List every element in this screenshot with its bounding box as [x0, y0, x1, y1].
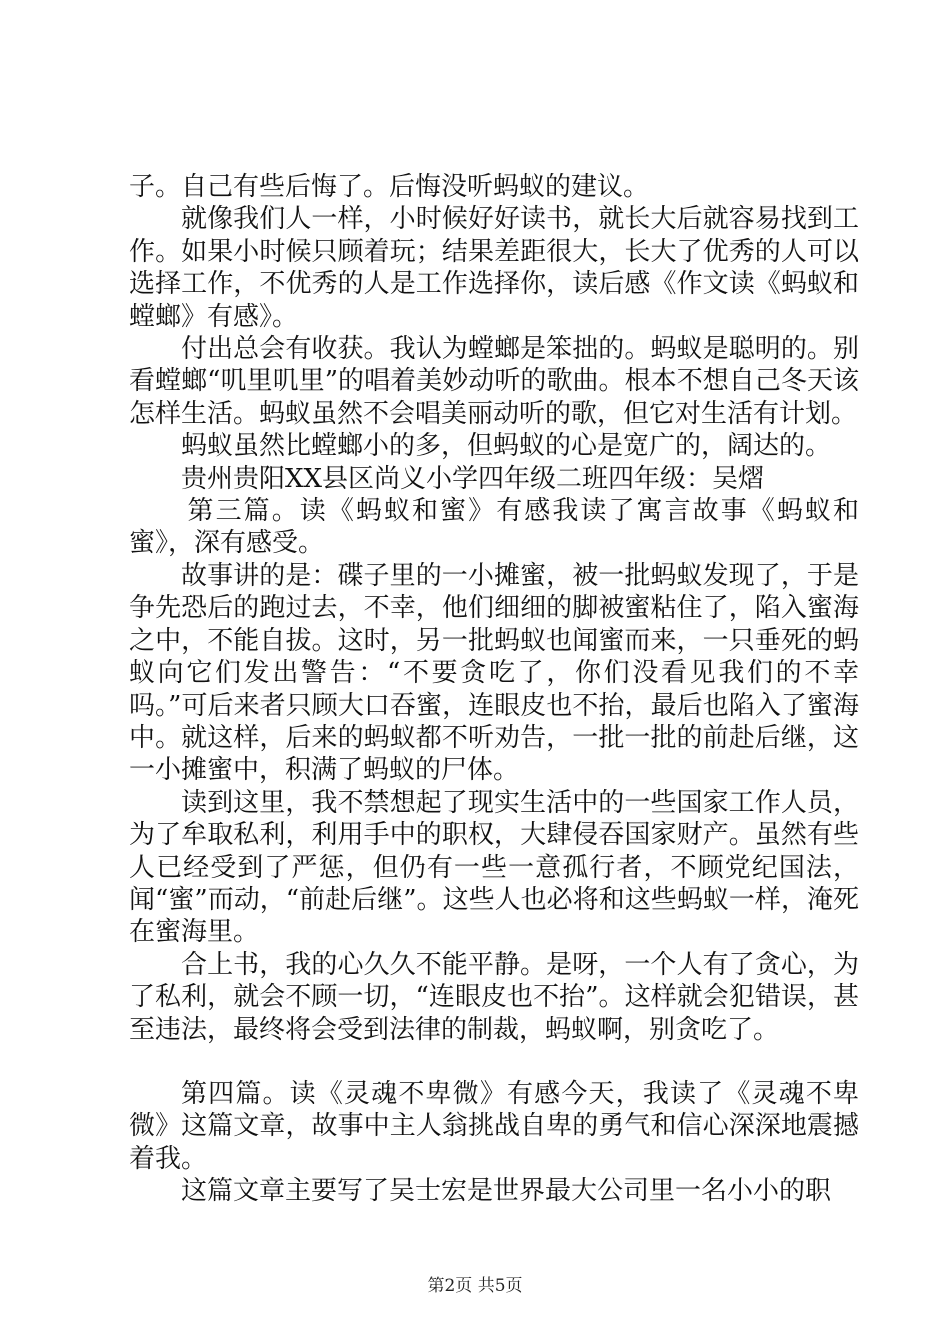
- paragraph: 故事讲的是：碟子里的一小摊蜜，被一批蚂蚁发现了，于是争先恐后的跑过去，不幸，他们细细的脚被蜜粘住了，陷入蜜海之中，不能自拔。这时，另一批蚂蚁也闻蜜而来，一只垂死的蚂蚁向它们发出警告：“不要贪吃了，你们没看见我们的不幸吗。”可后来者只顾大口吞蜜，连眼皮也不抬，最后也陷入了蜜海中。就这样，后来的蚂蚁都不听劝告，一批一批的前赴后继，这一小摊蜜中，积满了蚂蚁的尸体。: [129, 560, 859, 786]
- document-body: [129, 171, 859, 1208]
- section-heading-paragraph: 第四篇。读《灵魂不卑微》有感今天，我读了《灵魂不卑微》这篇文章，故事中主人翁挑战自卑的勇气和信心深深地震撼着我。: [129, 1078, 859, 1174]
- paragraph: 合上书，我的心久久不能平静。是呀，一个人有了贪心，为了私利，就会不顾一切，“连眼皮也不抬”。这样就会犯错误，甚至违法，最终将会受到法律的制裁，蚂蚁啊，别贪吃了。: [129, 949, 859, 1045]
- paragraph: 就像我们人一样，小时候好好读书，就长大后就容易找到工作。如果小时候只顾着玩；结果差距很大，长大了优秀的人可以选择工作，不优秀的人是工作选择你，读后感《作文读《蚂蚁和螳螂》有感》。: [129, 204, 859, 332]
- section-heading-paragraph: 第三篇。读《蚂蚁和蜜》有感我读了寓言故事《蚂蚁和蜜》，深有感受。: [129, 496, 859, 559]
- paragraph: 读到这里，我不禁想起了现实生活中的一些国家工作人员，为了牟取私利，利用手中的职权，大肆侵吞国家财产。虽然有些人已经受到了严惩，但仍有一些一意孤行者，不顾党纪国法，闻“蜜”而动，“前赴后继”。这些人也必将和这些蚂蚁一样，淹死在蜜海里。: [129, 787, 859, 948]
- page-number: 第2页 共5页: [427, 1276, 523, 1296]
- paragraph: 这篇文章主要写了吴士宏是世界最大公司里一名小小的职: [181, 1176, 832, 1207]
- paragraph: 付出总会有收获。我认为螳螂是笨拙的。蚂蚁是聪明的。别看螳螂“叽里叽里”的唱着美妙动听的歌曲。根本不想自己冬天该怎样生活。蚂蚁虽然不会唱美丽动听的歌，但它对生活有计划。: [129, 334, 859, 429]
- author-line: 贵州贵阳XX县区尚义小学四年级二班四年级：吴熠: [181, 463, 765, 494]
- paragraph-continuation: 子。自己有些后悔了。后悔没听蚂蚁的建议。: [129, 172, 650, 202]
- blank-line: [129, 1046, 859, 1078]
- paragraph: 蚂蚁虽然比螳螂小的多，但蚂蚁的心是宽广的，阔达的。: [181, 431, 832, 462]
